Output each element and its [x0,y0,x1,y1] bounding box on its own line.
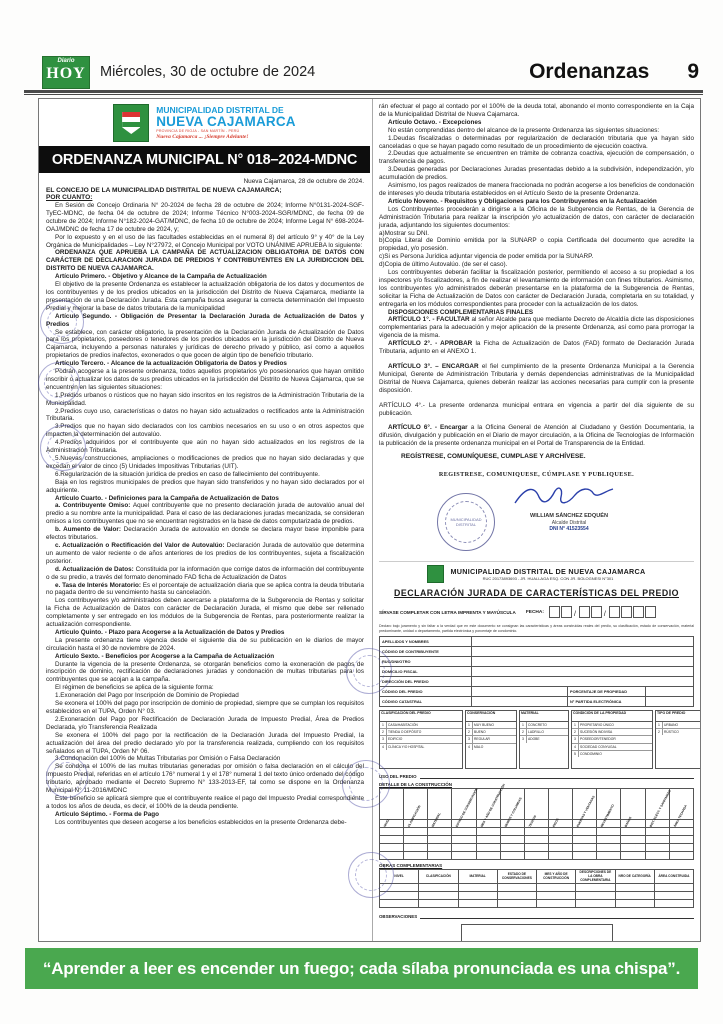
paragraph: Los contribuyentes y/o administrados deben acercarse a plataforma de la Subgerencia de Rentas y solicitar la Ficha de Actualización de Datos con carácter de Declaración Jurada, el mismo que debe ser rellenado completamente y ser entregado en los módulos de la Subgerencia de Rentas, para posteriormente realizar la actualización correspondiente. [46,597,364,629]
diario-hoy-logo [42,56,90,89]
classification-grid[interactable]: CLASIFICACIÓN DEL PREDIO 1 CASA/HABITACIÓN 2 TIENDA O DEPÓSITO 3 EDIFICIO 4 CLÍNICA Y/O HOSPITAL CONSERVACIÓN 1 MUY BUENO 2 BUENO 3 REGULAR 4 MALO MATERIAL 1 CONCRETO 2 LADRILLO 3 ADOBE CONDICIÓN DE LA PROPIEDAD 1 PROPIETARIO ÚNICO 2 SUCESIÓN INDIVISA 3 POSEEDOR/TENEDOR 4 SOCIEDAD CONYUGAL 5 CONDOMINIO TIPO DE PREDIO 1 URBANO 2 RÚSTICO [379,710,694,769]
paragraph: 2.Predios cuyo uso, características o datos no hayan sido actualizados o rectificados ante la Administración Tributaria. [46,407,364,423]
paragraph: 3.Predios que no hayan sido declarados con los cambios necesarios en su uso o en otros aspectos que impacten la determinación del autovalúo. [46,423,364,439]
mayor-dni: DNI N° 41523554 [549,526,589,533]
page-number: 9 [687,60,699,83]
observaciones-label: OBSERVACIONES [379,914,418,920]
left-column [39,99,370,941]
paragraph: ARTÍCULO 1°. - FACULTAR al señor Alcalde para que mediante Decreto de Alcaldía dicte las disposiciones complementarias para la adecuación y mejor aplicación de la presente Ordenanza, así como para prorrogar la vigencia de la misma. [379,316,694,340]
paragraph: Artículo Quinto. - Plazo para Acogerse a la Actualización de Datos y Predios [55,628,285,636]
paragraph: Este beneficio se aplicará siempre que el contribuyente realice el pago del Impuesto Predial correspondiente a todos los años de deuda, es decir, el 100% de la deuda pendiente. [46,794,364,810]
paragraph: a. Contribuyente Omiso: Aquel contribuyente que no presento declaración jurada de autovalúo anual del predio a su nombre ante la municipalidad. Para el caso de las declaraciones juradas mecanizada, se consideran omisos a los contribuyentes que no se encuentran registrados en la base de datos computarizada de predios. [46,502,364,526]
coat-of-arms-icon [122,112,140,134]
ordinance-title-bar: ORDENANZA MUNICIPAL N° 018–2024-MDNC [39,146,370,173]
paragraph: b. Aumento de Valor: Declaración Jurada de autovalúo en donde se declara mayor base imponible para efectos tributarios. [46,526,364,542]
paragraph: a)Mostrar su DNI. [379,229,430,237]
por-cuanto: POR CUANTO: [46,194,93,201]
paragraph: Artículo Primero. - Objetivo y Alcance de la Campaña de Actualización [55,273,267,281]
paragraph: 2.Exoneración del Pago por Rectificación de Declaración Jurada de Impuesto Predial, Área de Predios Declarada, y/o Transferencia Realizada [46,715,364,731]
detalle-title: DETALLE DE LA CONSTRUCCIÓN [379,782,452,788]
paragraph: Asimismo, los pagos realizados de manera fraccionada no podrán acogerse a los beneficios de condonación de intereses y/o deuda tributaria establecidos en el Artículo Sexto de la presente Ordenanza. [379,182,694,197]
municipal-masthead [39,104,370,142]
paragraph: 2.Deudas que actualmente se encuentren en trámite de cobranza coactiva, ejecución de compensación, o transferencia de pagos. [379,150,694,166]
paragraph: Se establece, con carácter obligatorio, la presentación de la Declaración Jurada de Actualización de Datos para los propietarios, poseedores o tenedores de los predios ubicados en la jurisdicción del Distrito de Nueva Cajamarca, incluyendo a personas naturales y jurídicas de derecho privado y público, así como a aquellos propietarios de predios inafectos, exonerados o que gocen de algún tipo de beneficio tributario. [46,328,364,360]
declaration-form [379,561,694,941]
paragraph: Artículo Sexto. - Beneficios por Acogerse a la Campaña de Actualización [55,652,275,660]
paragraph: rán efectuar el pago al contado por el 100% de la deuda total, abonando el monto correspondiente en la Caja de la Municipalidad Distrital de Nueva Cajamarca. [379,103,694,118]
paragraph: 1.Exoneración del Pago por Inscripción de Dominio de Propiedad [55,692,239,700]
form-municipal-logo-icon [427,565,444,583]
section-title: Ordenanzas [529,60,650,83]
paragraph: ARTÍCULO 4°.- La presente ordenanza municipal entrara en vigencia a partir del día siguiente de su publicación. [379,401,694,417]
paragraph: El régimen de beneficios se aplica de la siguiente forma: [55,684,214,692]
registrese-serif-line: REGISTRESE, COMUNIQUESE, CÚMPLASE Y PUBLIQUESE. [438,471,635,479]
paragraph: Los contribuyentes que deseen acogerse a los beneficios establecidos en la presente Ordenanza debe- [55,818,347,826]
quote-banner: “Aprender a leer es encender un fuego; cada sílaba pronunciada es una chispa”. [25,948,698,989]
firma-area[interactable] [462,925,612,941]
edition-date: Miércoles, 30 de octubre de 2024 [100,64,316,80]
form-declaration-text: Declaro bajo juramento y sin faltar a la verdad que en este documento se consignan las características y áreas construidas reales del predio, su clasificación, estado de conservación, material predominante, unidad o departamento, partida electrónica y porcentaje de condominio. [379,624,694,633]
left-column-text [39,173,370,827]
paragraph: e. Tasa de Interés Moratorio: Es el porcentaje de actualización diaria que se aplica contra la deuda tributaria no pagada dentro de su vencimiento hasta su cancelación. [46,581,364,597]
council-line: EL CONCEJO DE LA MUNICIPALIDAD DISTRITAL DE NUEVA CAJAMARCA; [46,187,282,194]
paragraph: Artículo Noveno. - Requisitos y Obligaciones para los Contribuyentes en la Actualización [388,197,657,205]
logo-hoy-text: HOY [46,64,86,82]
paragraph: d)Copia de último Autovalúo. (de ser el caso). [379,261,508,269]
paragraph: 3.Condonación del 100% de Multas Tributarias por Omisión o Falsa Declaración [55,755,281,763]
observaciones-row[interactable] [379,912,694,919]
paragraph: Podrán acogerse a la presente ordenanza, todos aquellos propietarios y/o posesionarios que hayan omitido inscribir o actualizar los datos de sus predios ubicados en la jurisdicción del Distrito de Nueva Cajamarca, que se encuentren en las siguientes situaciones: [46,368,364,391]
form-muni-name: MUNICIPALIDAD DISTRITAL DE NUEVA CAJAMARCA [450,567,646,577]
masthead-name-line1: MUNICIPALIDAD DISTRITAL DE [156,104,284,115]
date-boxes[interactable]: / / [548,603,656,621]
dateline: Nueva Cajamarca, 28 de octubre de 2024. [243,178,364,185]
paragraph: b)Copia Literal de Dominio emitida por la SUNARP o copia Certificada del documento que acredite la propiedad, y/o posesión. [379,237,694,253]
paragraph: Durante la vigencia de la presente Ordenanza, se otorgarán beneficios como la exoneración de pagos de inscripción de dominio, rectificación de declaraciones juradas y condonación de multas tributarias para los contribuyentes que se acojan a la campaña. [46,660,364,684]
left-paragraphs [46,202,364,827]
paragraph: La presente ordenanza tiene vigencia desde el siguiente dia de su publicación en le diarios de mayor circulación hasta el 30 de noviembre de 2024. [46,636,364,652]
logo-diario-text: Diario [57,57,75,64]
signature-stroke [509,483,619,509]
paragraph: 6.Regularización de la situación jurídica de predios en caso de fallecimiento del contribuyente. [55,470,320,478]
paragraph: 3.Deudas generadas por Declaraciones Juradas presentadas debido a la subdivisión, independización, y/o acumulación de predios. [379,166,694,182]
uso-label: USO DEL PREDIO [379,774,417,780]
paragraph: ARTÍCULO 2°. - APROBAR la Ficha de Actualización de Datos (FAD) formato de Declaración Jurada Tributaria, adjunto en el ANEXO 1. [379,340,694,356]
paragraph: ORDENANZA QUE APRUEBA LA CAMPAÑA DE ACTUALIZACION OBLIGATORIA DE DATOS CON CARÁCTER DE DECLARACION JURADA DE PREDIOS Y CONTRIBUYENTES EN LA JURIDICCION DEL DISTRITO DE NUEVA CAJAMARCA. [46,249,364,273]
right-paragraphs [379,103,694,448]
paragraph: Artículo Cuarto. - Definiciones para la Campaña de Actualización de Datos [55,494,279,502]
paragraph: 1.Predios urbanos o rústicos que no hayan sido inscritos en los registros de la Administración Tributaria de la Municipalidad. [46,391,364,407]
paragraph: Artículo Octavo. - Excepciones [388,118,482,126]
paragraph: ARTÍCULO 3°. – ENCARGAR el fiel cumplimiento de la presente Ordenanza Municipal a la Gerencia Municipal, Gerente de Administración Tributaria y demás dependencias administrativas de la Municipalidad Distrital de Nueva Cajamarca, quienes deberán realizar las acciones necesarias para cumplir con la presente disposición. [379,363,694,394]
form-instruction: SÍRVASE COMPLETAR CON LETRA IMPRENTA Y MAYÚSCULA [379,609,516,615]
masthead-tagline: PROVINCIA DE RIOJA - SAN MARTÍN - PERÚ [156,128,240,133]
paragraph: c. Actualización o Rectificación del Valor de Autovalúo: Declaración Jurada de autovalúo que determina un aumento de valor reciente o de años anteriores de los predios de los contribuyentes, sujeta a fiscalización posterior. [46,541,364,565]
form-field-rows[interactable]: APELLIDOS Y NOMBRES CÓDIGO DE CONTRIBUYENTE RUC/DNI/OTRO DOMICILIO FISCAL DIRECCIÓN DEL PREDIO CÓDIGO DEL PREDIO PORCENTAJE DE PROPIEDAD CÓDIGO CATASTRAL N° PARTIDA ELECTRÓNICA [379,636,694,707]
registrese-line: REGÍSTRESE, COMUNÍQUESE, CUMPLASE Y ARCHÍVESE. [401,453,586,461]
paragraph: Se exonera el 100% del pago por la rectificación de la Declaración Jurada del Impuesto Predial, la actualización del área del predio declarado y/o por la transferencia realizada, cumpliendo con los requisitos señalados en el TUPA, Orden N° 06. [46,731,364,755]
paragraph: Los contribuyentes deberán facilitar la fiscalización posterior, permitiendo el acceso a su propiedad a los inspectores y/o fiscalizadores, a fin de realizar el levantamiento de información con fines tributarios. Asimismo, los contribuyentes y/o administrados deberán presentarse en la plataforma de la Subgerencia de Rentas, solicitar la Ficha de Actualización de Datos con carácter de Declaración Jurada, completarla en su totalidad, y entregarla en los módulos correspondientes para proceder con la actualización de los datos. [379,269,694,308]
header-rule-thin [24,94,703,95]
masthead-slogan: Nueva Cajamarca ... ¡Siempre Adelante! [156,133,249,140]
form-ruc-line: RUC 20173893693 - JR. HUALLAGA ESQ. CON JR. BOLOGNESI N°301 [482,576,614,582]
paragraph: El objetivo de la presente Ordenanza es establecer la actualización obligatoria de los datos y documentos de los contribuyentes y de los predios ubicados en la jurisdicción del Distrito de Nueva Cajamarca, mediante la presentación de una Declaración Jurada. Esta campaña busca asegurar la correcta determinación del Impuesto Predial y mejorar la base de datos tributaria de la municipalidad [46,281,364,312]
municipal-logo [113,104,149,142]
paragraph: Baja en los registros municipales de predios que hayan sido transferidos y no hayan sido declarados por el adquiriente. [46,478,364,494]
paragraph: DISPOSICIONES COMPLEMENTARIAS FINALES [388,308,534,316]
paragraph: En Sesión de Concejo Ordinaria N° 20-2024 de fecha 28 de octubre de 2024; Informe N°0131-2024-SGF-TyEC-MDNC, de fecha 04 de octubre de 2024; Informe Técnico N°003-2024-SGR/MDNC, de fecha 09 de octubre de 2024; Informe N°182-2024-GAT/MDNC, de fecha 10 de octubre de 2024; Informe Legal N° 698-2024-OAJ/MDNC de fecha 17 de octubre de 2024, y; [46,202,364,233]
paragraph: Artículo Séptimo. - Forma de Pago [55,810,159,818]
mayor-name: WILLIAM SÁNCHEZ EDQUÉN [530,513,608,520]
right-column [374,99,700,941]
header-rule-thick [24,90,703,93]
paragraph: Se condona el 100% de las multas tributarias generadas por omisión o falsa declaración en el cálculo del Impuesto Predial, referidas en el artículo 176° numeral 1 y el 178° numeral 1 del texto único ordenado del código tributario, aprobado mediante el Decreto Supremo N° 133-2013-EF, tal como se dispone en la Ordenanza Municipal N° 11-2016/MDNC [46,763,364,795]
firma-box [461,924,613,941]
paragraph: Artículo Segundo. - Obligación de Presentar la Declaración Jurada de Actualización de Datos y Predios [46,312,364,328]
paragraph: d. Actualización de Datos: Constituida por la información que corrige datos de información del contribuyente o de su predio, a través del formato denominado FAD ficha de Actualización de Datos [46,565,365,581]
mayor-seal: MUNICIPALIDAD DISTRITAL [437,493,495,551]
paragraph: 1.Deudas fiscalizadas o determinadas por regularización de declaración tributaria que ya hayan sido canceladas o que se hayan pagado como resultado de un procedimiento de ejecución coactiva. [379,134,694,150]
paragraph: Artículo Tercero. - Alcance de la actualización Obligatoria de Datos y Predios [55,360,287,368]
paragraph: No están comprendidas dentro del alcance de la presente Ordenanza las siguientes situaciones: [388,126,660,134]
masthead-name-line2: NUEVA CAJAMARCA [156,113,296,129]
fecha-label: FECHA: [525,609,544,615]
signature-block [379,453,694,557]
paragraph: Los Contribuyentes procederán a dirigirse a la Oficina de la Subgerencia de Rentas, de la Gerencia de Administración Tributaria para realizar la inscripción y/o actualización de datos, con carácter de declaración jurada, adjuntando los siguientes documentos: [379,205,694,229]
uso-del-predio-row[interactable] [379,772,694,779]
detalle-construccion-table[interactable]: NIVEL CLASIFICACIÓN MATERIAL ESTADO DE CONSERVACIÓN MES Y AÑO DE CONSTRUCCIÓN MUROS Y COLUMNAS TECHOS PISOS PUERTAS Y VENTANAS REVESTIMIENTO BAÑOS INST. ELÉCT. Y SANITARIAS ÁREA TECHADA [379,788,694,860]
paragraph: Por lo expuesto y en el uso de las facultades establecidas en el numeral 8) del artículo 9° y 40° de la Ley Orgánica de Municipalidades – Ley N°27972, el Concejo Municipal por VOTO UNÁNIME APRUEBA lo siguiente: [46,233,364,249]
obras-complementarias-table[interactable]: NIVEL CLASIFICACIÓN MATERIAL ESTADO DE CONSERVACIONES MES Y AÑO DE CONSTRUCCIÓN DESCRIPCIONES DE LA OBRA COMPLEMENTARIA NRO DE CATEGORÍA ÁREA CONSTRUIDA [379,869,694,908]
obras-title: OBRAS COMPLEMENTARIAS [379,863,443,869]
paragraph: 4.Predios adquiridos por el contribuyente que aún no hayan sido actualizados en los registros de la Administración Tributaria. [46,439,364,455]
paragraph: Se exonera el 100% del pago por inscripción de dominio de propiedad, siempre que se cumplan los requisitos establecidos en el TUPA, Orden N° 03. [46,700,364,715]
column-divider [372,99,373,941]
newspaper-header [42,55,699,89]
paragraph: ARTÍCULO 6°. - Encargar a la Oficina General de Atención al Ciudadano y Gestión Documentaria, la difusión, divulgación y publicación en el Diario de mayor circulación, a la Oficina de Tecnologías de Información la publicación de la presente ordenanza municipal en el Portal de Transparencia de la Entidad. [379,424,694,448]
content-frame [38,98,701,942]
form-title: DECLARACIÓN JURADA DE CARACTERÍSTICAS DEL PREDIO [394,588,679,599]
paragraph: 5.Nuevas construcciones, ampliaciones o modificaciones de predios que no hayan sido declaradas y que excedan el valor de cinco (5) Unidades Impositivas Tributarias (UIT). [46,455,364,470]
paragraph: c)Si es Persona Jurídica adjuntar vigencia de poder emitida por la SUNARP. [379,253,594,261]
mayor-role: Alcalde Distrital [551,520,587,527]
